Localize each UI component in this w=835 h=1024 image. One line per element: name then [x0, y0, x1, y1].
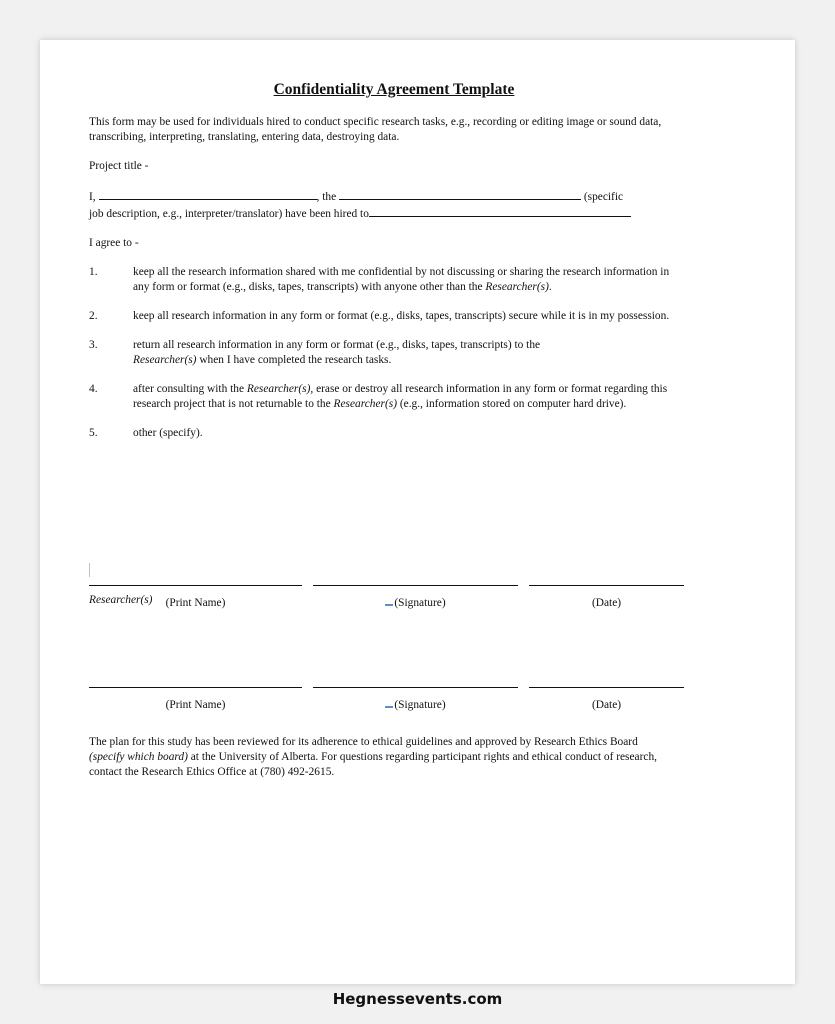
text-cursor-icon	[385, 596, 393, 606]
print-name-label: (Print Name)	[165, 699, 226, 711]
list-item	[89, 426, 679, 441]
text-cursor-bar	[89, 563, 90, 577]
signature-column	[313, 585, 518, 610]
list-item-emphasis: Researcher(s)	[333, 398, 397, 410]
statement-the: , the	[316, 191, 337, 203]
list-item-text-part: when I have completed the research tasks.	[196, 354, 392, 366]
role-blank[interactable]	[339, 188, 581, 200]
task-blank[interactable]	[369, 205, 631, 217]
list-item-text	[133, 382, 679, 412]
date-column	[529, 687, 684, 712]
list-item-emphasis: Researcher(s)	[485, 281, 549, 293]
date-column	[529, 585, 684, 610]
print-name-column	[89, 687, 302, 712]
date-line[interactable]	[529, 585, 684, 596]
statement-job-description: job description, e.g., interpreter/translator) have been hired to	[89, 208, 369, 220]
project-title-label: Project title -	[89, 160, 149, 172]
print-name-label: (Print Name)	[165, 597, 226, 609]
list-item-text-part: (e.g., information stored on computer hard drive).	[397, 398, 627, 410]
list-item-number: 1.	[89, 266, 98, 278]
list-item-emphasis: Researcher(s),	[246, 383, 314, 395]
list-item-text: keep all research information in any form or format (e.g., disks, tapes, transcripts) secure while it is in my possession.	[133, 310, 670, 322]
list-item-number: 3.	[89, 339, 98, 351]
list-item-text-part: .	[548, 281, 552, 293]
list-item-number: 4.	[89, 383, 98, 395]
print-name-line[interactable]	[89, 687, 302, 698]
signature-line[interactable]	[313, 687, 518, 698]
footer-emphasis: (specify which board)	[89, 751, 188, 763]
signature-row-assistant	[89, 585, 689, 617]
signature-label-wrap	[313, 596, 518, 610]
list-item-text-part: keep all the research information shared with me confidential by not discussing or sharing the research information in any form or format (e.g., disks, tapes, transcripts) with anyone other than the	[133, 266, 670, 293]
hire-statement	[89, 188, 679, 222]
list-item-number: 2.	[89, 310, 98, 322]
signature-label: (Signature)	[394, 699, 446, 711]
signature-line[interactable]	[313, 585, 518, 596]
list-item-emphasis: Researcher(s)	[133, 354, 197, 366]
list-item	[89, 265, 679, 295]
document-title: Confidentiality Agreement Template	[273, 81, 515, 98]
list-item-text-part: erase or destroy all research information in any form or format regarding this research project that is not returnable to the	[133, 383, 668, 410]
list-item-text: other (specify).	[133, 427, 203, 439]
list-item	[89, 338, 679, 368]
ethics-footer-note	[89, 735, 669, 780]
list-item-text-part: return all research information in any form or format (e.g., disks, tapes, transcripts) to the	[133, 339, 541, 351]
signature-column	[313, 687, 518, 712]
signature-row-researcher	[89, 687, 689, 719]
signature-label-wrap	[313, 698, 518, 712]
list-item	[89, 382, 679, 412]
list-item-text	[133, 265, 679, 295]
intro-paragraph: This form may be used for individuals hired to conduct specific research tasks, e.g., recording or editing image or sound data, transcribing, interpreting, translating, entering data, destroying data.	[89, 116, 662, 143]
researchers-label: Researcher(s)	[89, 594, 153, 606]
statement-prefix: I,	[89, 191, 96, 203]
signature-label: (Signature)	[394, 597, 446, 609]
name-blank[interactable]	[99, 188, 317, 200]
date-label: (Date)	[591, 597, 622, 609]
document-body	[89, 80, 679, 455]
list-item-text	[133, 338, 679, 368]
date-label: (Date)	[591, 699, 622, 711]
list-item	[89, 309, 679, 324]
list-item-number: 5.	[89, 427, 98, 439]
text-cursor-icon	[385, 698, 393, 708]
agree-label: I agree to -	[89, 237, 139, 249]
statement-specific: (specific	[583, 191, 624, 203]
footer-text-part: at the University of Alberta. For questions regarding participant rights and ethical conduct of research, contact the Research Ethics Office at (780) 492-2615.	[89, 751, 657, 778]
list-item-text-part: after consulting with the	[133, 383, 247, 395]
date-line[interactable]	[529, 687, 684, 698]
site-watermark: Hegnessevents.com	[332, 990, 503, 1008]
footer-text-part: The plan for this study has been reviewed for its adherence to ethical guidelines and approved by Research Ethics Board	[89, 736, 638, 748]
